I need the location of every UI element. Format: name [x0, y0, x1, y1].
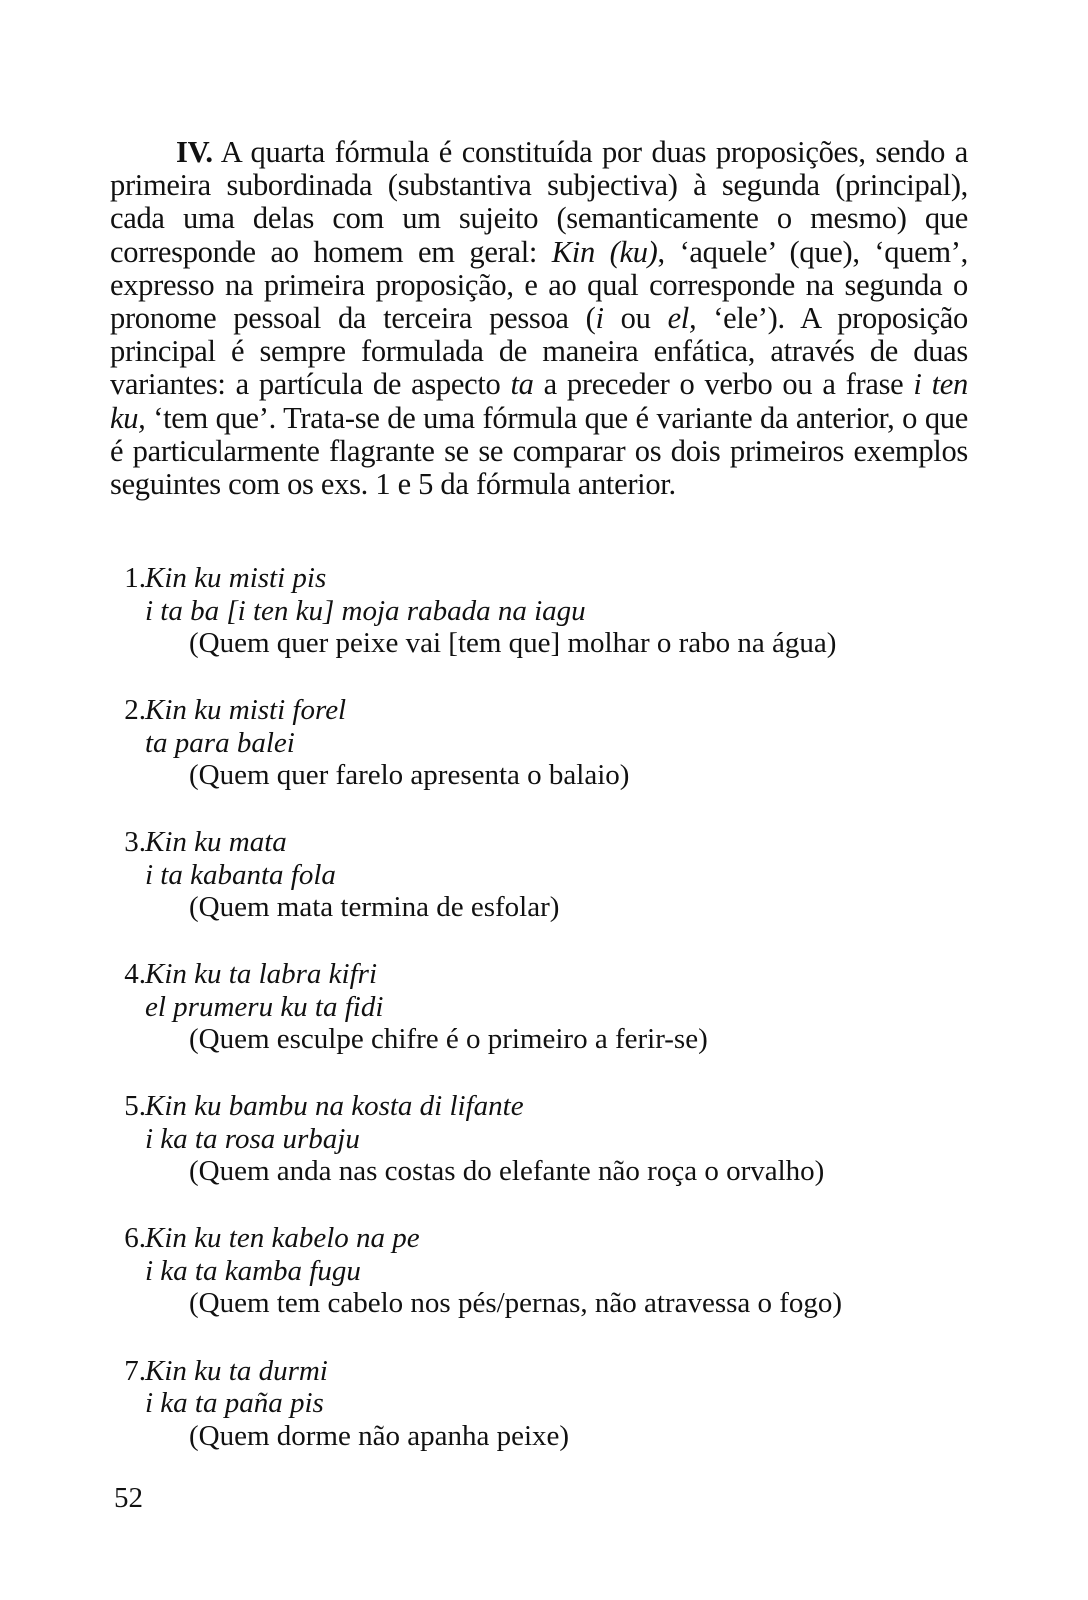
example-crioulo-line-1: Kin ku bambu na kosta di lifante — [145, 1090, 524, 1123]
example-crioulo-line-2: i ta ba [i ten ku] moja rabada na iagu — [145, 594, 586, 627]
example-number: 3. — [124, 826, 146, 859]
example-translation: (Quem anda nas costas do elefante não roça o orvalho) — [189, 1155, 825, 1188]
example-translation: (Quem quer peixe vai [tem que] molhar o rabo na água) — [189, 627, 837, 659]
example-crioulo-line-1: Kin ku mata — [145, 826, 287, 859]
paragraph-text: , ‘aquele’ (que), ‘quem’, expresso na primeira proposição, e ao qual corresponde na segunda o pronome pessoal da terceira pessoa ( — [110, 234, 968, 336]
example-crioulo-line-2: i ka ta kamba fugu — [145, 1254, 361, 1287]
example-crioulo-line-2: i ta kabanta fola — [145, 858, 336, 891]
section-marker: IV. — [176, 135, 213, 169]
example-item — [110, 694, 990, 792]
example-number: 2. — [124, 694, 146, 727]
example-number: 1. — [124, 562, 146, 594]
example-number: 5. — [124, 1090, 146, 1123]
example-crioulo-line-2: i ka ta paña pis — [145, 1387, 324, 1420]
example-crioulo-line-2: el prumeru ku ta fidi — [145, 990, 384, 1023]
example-translation: (Quem quer farelo apresenta o balaio) — [189, 759, 630, 792]
body-paragraph — [110, 136, 968, 501]
example-crioulo-line-1: Kin ku ta labra kifri — [145, 958, 377, 991]
example-item — [110, 1090, 990, 1188]
example-number: 7. — [124, 1354, 146, 1387]
paragraph-italic: Kin (ku) — [551, 234, 658, 269]
paragraph-italic: i — [595, 301, 604, 336]
paragraph-text: a preceder o verbo ou a frase — [533, 367, 914, 402]
paragraph-italic: ta — [510, 367, 534, 402]
paragraph-italic: el, — [667, 301, 697, 336]
example-item — [110, 1222, 990, 1320]
example-item — [110, 1355, 990, 1453]
example-number: 6. — [124, 1222, 146, 1255]
example-crioulo-line-1: Kin ku misti forel — [145, 694, 347, 727]
paragraph-text: ‘ele’). A proposição principal é sempre formulada de maneira enfática, através de duas variantes: a partícula de aspecto — [110, 301, 968, 402]
example-crioulo-line-1: Kin ku misti pis — [145, 562, 327, 594]
example-crioulo-line-1: Kin ku ten kabelo na pe — [145, 1222, 420, 1255]
example-item — [110, 826, 990, 924]
paragraph-text: ou — [603, 301, 668, 336]
proverb-examples-list — [110, 562, 990, 1487]
example-number: 4. — [124, 958, 146, 991]
page-number: 52 — [114, 1482, 143, 1514]
example-crioulo-line-2: i ka ta rosa urbaju — [145, 1122, 360, 1155]
example-translation: (Quem esculpe chifre é o primeiro a ferir-se) — [189, 1023, 708, 1056]
paragraph-text: ‘tem que’. Trata-se de uma fórmula que é variante da anterior, o que é particularmente flagrante se se comparar os dois primeiros exemplos seguintes com os exs. 1 e 5 da fórmula anterior. — [110, 400, 968, 502]
example-translation: (Quem tem cabelo nos pés/pernas, não atravessa o fogo) — [189, 1287, 843, 1320]
example-crioulo-line-1: Kin ku ta durmi — [145, 1354, 328, 1387]
example-item — [110, 562, 990, 660]
example-translation: (Quem mata termina de esfolar) — [189, 891, 560, 924]
example-translation: (Quem dorme não apanha peixe) — [189, 1419, 570, 1452]
example-item — [110, 958, 990, 1056]
paragraph-text: A quarta fórmula é constituída por duas proposições, sendo a primeira subordinada (substantiva subjectiva) à segunda (principal), cada uma delas com um sujeito (semanticamente o mesmo) que corresponde ao homem em geral: — [110, 135, 968, 269]
example-crioulo-line-2: ta para balei — [145, 726, 295, 759]
paragraph-italic: i ten ku, — [110, 367, 968, 435]
